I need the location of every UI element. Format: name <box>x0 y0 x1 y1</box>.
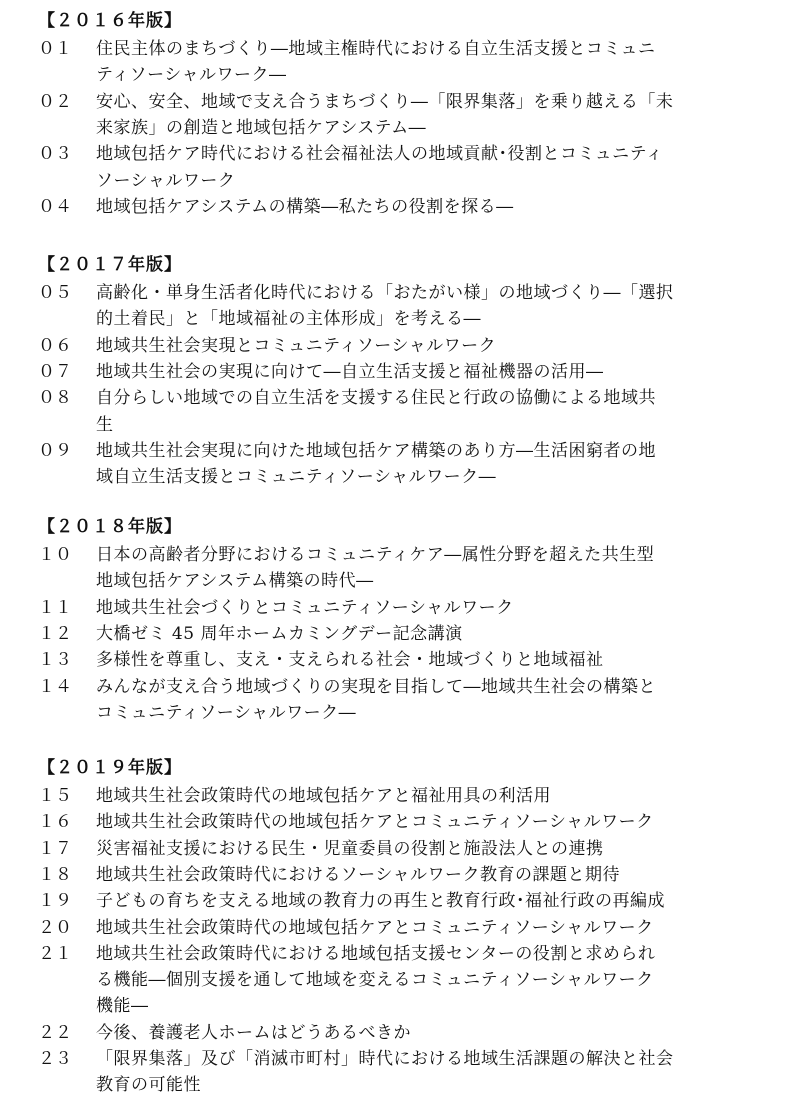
entry-title-line: 的土着民」と「地域福祉の主体形成」を考える― <box>96 309 481 330</box>
section-title: 【２０１７年版】 <box>38 255 182 275</box>
entry-title-line: 今後、養護老人ホームはどうあるべきか <box>96 1022 411 1043</box>
entry-number: １５ <box>38 786 72 806</box>
entry-title-line: 地域共生社会政策時代における地域包括支援センターの役割と求められ <box>96 943 656 964</box>
entry-number: ０６ <box>38 335 72 356</box>
entry-title-line: 安心、安全、地域で支え合うまちづくり―「限界集落」を乗り越える「未 <box>96 91 674 112</box>
section-title: 【２０１６年版】 <box>38 11 182 31</box>
entry-title-line: 地域共生社会の実現に向けて―自立生活支援と福祉機器の活用― <box>96 361 604 382</box>
entry-number: １９ <box>38 891 72 912</box>
entry-number: ０２ <box>38 91 72 112</box>
entry-number: ２３ <box>38 1049 72 1069</box>
entry-number: ０１ <box>38 39 72 59</box>
entry-title-line: みんなが支え合う地域づくりの実現を目指して―地域共生社会の構築と <box>96 676 656 697</box>
entry-number: １４ <box>38 676 72 697</box>
entry-title-line: ティソーシャルワーク― <box>96 65 287 86</box>
section-title: 【２０１８年版】 <box>38 517 182 537</box>
entry-number: １１ <box>38 597 72 618</box>
entry-title-line: 日本の高齢者分野におけるコミュニティケア―属性分野を超えた共生型 <box>96 545 655 565</box>
entry-title-line: 大橋ゼミ 45 周年ホームカミングデー記念講演 <box>96 623 463 644</box>
entry-number: １８ <box>38 864 72 885</box>
entry-title-line: 地域包括ケアシステムの構築―私たちの役割を探る― <box>96 196 514 217</box>
entry-title-line: 高齢化・単身生活者化時代における「おたがい様」の地域づくり―「選択 <box>96 283 674 303</box>
entry-number: １６ <box>38 812 72 833</box>
entry-number: ２２ <box>38 1022 72 1043</box>
entry-title-line: 自分らしい地域での自立生活を支援する住民と行政の協働による地域共 <box>96 388 656 409</box>
entry-title-line: 地域共生社会実現に向けた地域包括ケア構築のあり方―生活困窮者の地 <box>96 440 656 461</box>
entry-title-line: 地域共生社会政策時代の地域包括ケアとコミュニティソーシャルワーク <box>96 812 654 833</box>
entry-number: ２１ <box>38 943 72 964</box>
entry-title-line: 住民主体のまちづくり―地域主権時代における自立生活支援とコミュニ <box>96 39 656 59</box>
entry-number: ０４ <box>38 196 72 217</box>
entry-title-line: 地域共生社会政策時代の地域包括ケアと福祉用具の利活用 <box>96 786 551 806</box>
entry-title-line: 地域共生社会実現とコミュニティソーシャルワーク <box>96 335 497 356</box>
entry-number: ０３ <box>38 144 72 165</box>
entry-title-line: 来家族」の創造と地域包括ケアシステム― <box>96 117 427 138</box>
entry-title-line: 多様性を尊重し、支え・支えられる社会・地域づくりと地域福祉 <box>96 650 604 671</box>
entry-number: １７ <box>38 838 72 859</box>
entry-number: ０７ <box>38 361 72 382</box>
entry-title-line: 地域共生社会政策時代の地域包括ケアとコミュニティソーシャルワーク <box>96 917 654 938</box>
entry-number: ２０ <box>38 917 72 938</box>
entry-title-line: 地域共生社会政策時代におけるソーシャルワーク教育の課題と期待 <box>96 864 620 885</box>
entry-number: ０５ <box>38 283 72 303</box>
entry-title-line: る機能―個別支援を通して地域を変えるコミュニティソーシャルワーク <box>96 970 654 991</box>
entry-number: １３ <box>38 650 72 671</box>
entry-title-line: 生 <box>96 414 114 435</box>
entry-title-line: 機能― <box>96 996 149 1017</box>
entry-title-line: 災害福祉支援における民生・児童委員の役割と施設法人との連携 <box>96 838 604 859</box>
entry-number: １０ <box>38 545 72 565</box>
entry-title-line: 域自立生活支援とコミュニティソーシャルワーク― <box>96 467 497 488</box>
entry-title-line: 「限界集落」及び「消滅市町村」時代における地域生活課題の解決と社会 <box>96 1049 674 1069</box>
entry-title-line: 地域包括ケア時代における社会福祉法人の地域貢献･役割とコミュニティ <box>96 144 664 165</box>
entry-title-line: 地域共生社会づくりとコミュニティソーシャルワーク <box>96 597 514 618</box>
entry-number: １２ <box>38 623 72 644</box>
section-title: 【２０１９年版】 <box>38 758 182 778</box>
entry-title-line: 教育の可能性 <box>96 1075 201 1096</box>
entry-number: ０８ <box>38 388 72 409</box>
entry-number: ０９ <box>38 440 72 461</box>
entry-title-line: ソーシャルワーク <box>96 170 236 191</box>
entry-title-line: コミュニティソーシャルワーク― <box>96 702 357 723</box>
entry-title-line: 地域包括ケアシステム構築の時代― <box>96 571 374 592</box>
entry-title-line: 子どもの育ちを支える地域の教育力の再生と教育行政･福祉行政の再編成 <box>96 891 665 912</box>
